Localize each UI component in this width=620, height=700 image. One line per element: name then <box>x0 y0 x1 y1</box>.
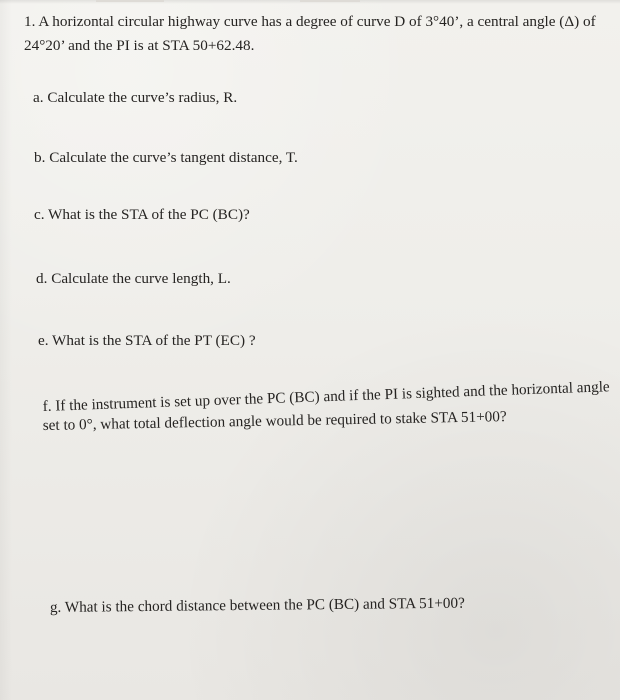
paper-edge-strip <box>96 0 164 2</box>
question-b: b. Calculate the curve’s tangent distance, T. <box>34 149 298 166</box>
question-d: d. Calculate the curve length, L. <box>36 270 231 287</box>
question-f-line-1: f. If the instrument is set up over the PC (BC) and if the PI is sighted and the horizontal angle <box>42 378 610 416</box>
question-f-line-2: set to 0°, what total deflection angle would be required to stake STA 51+00? <box>42 408 507 435</box>
left-shadow <box>0 0 12 700</box>
paper-edge-strip <box>300 0 360 2</box>
question-1-line-1: 1. A horizontal circular highway curve has a degree of curve D of 3°40’, a central angle (Δ) of <box>24 13 596 30</box>
question-g: g. What is the chord distance between the PC (BC) and STA 51+00? <box>49 594 465 617</box>
question-a: a. Calculate the curve’s radius, R. <box>33 89 238 106</box>
question-e: e. What is the STA of the PT (EC) ? <box>38 332 256 349</box>
question-1-line-2: 24°20’ and the PI is at STA 50+62.48. <box>24 37 255 54</box>
question-c: c. What is the STA of the PC (BC)? <box>34 206 250 223</box>
